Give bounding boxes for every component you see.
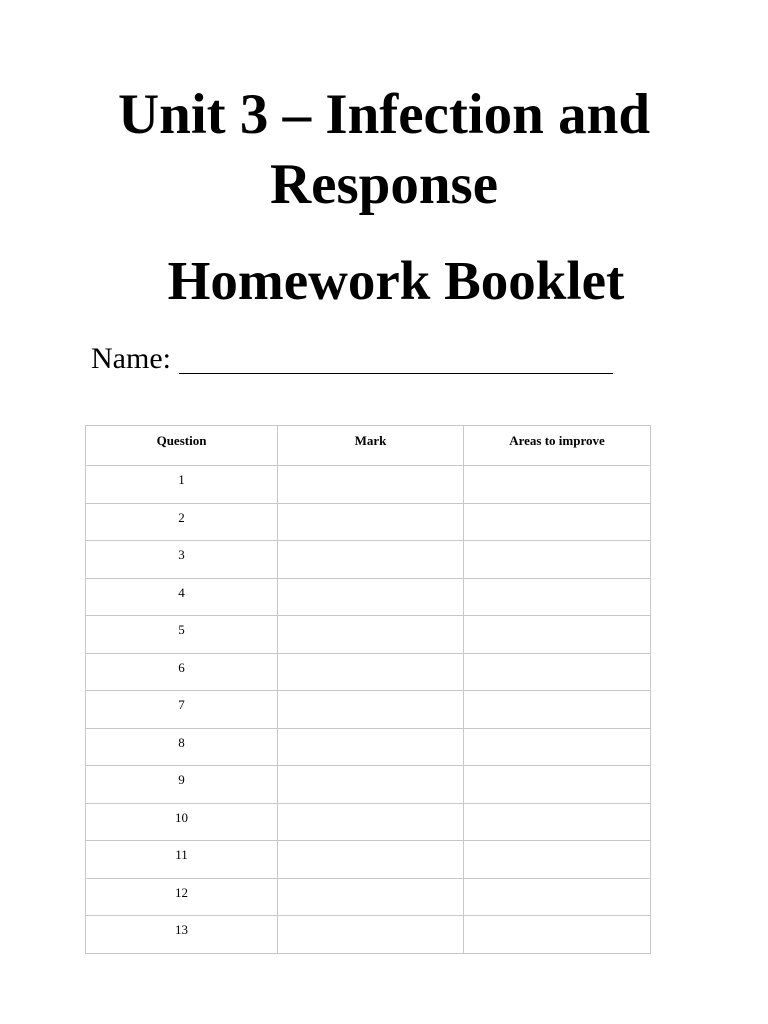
mark-cell[interactable]: [278, 616, 464, 654]
name-blank-line[interactable]: [179, 343, 613, 374]
page-title: Unit 3 – Infection and: [117, 83, 651, 146]
mark-cell[interactable]: [278, 766, 464, 804]
mark-cell[interactable]: [278, 466, 464, 504]
question-number: 4: [86, 578, 278, 616]
table-row: [86, 691, 651, 729]
mark-cell[interactable]: [278, 916, 464, 954]
question-number: 11: [86, 841, 278, 879]
areas-to-improve-cell[interactable]: [464, 841, 651, 879]
areas-to-improve-cell[interactable]: [464, 766, 651, 804]
areas-to-improve-cell[interactable]: [464, 916, 651, 954]
areas-to-improve-cell[interactable]: [464, 541, 651, 579]
table-row: [86, 803, 651, 841]
areas-to-improve-cell[interactable]: [464, 691, 651, 729]
question-number: 9: [86, 766, 278, 804]
mark-cell[interactable]: [278, 803, 464, 841]
table-row: [86, 653, 651, 691]
question-number: 2: [86, 503, 278, 541]
table-row: [86, 841, 651, 879]
name-label: Name:: [91, 342, 171, 375]
table-row: [86, 878, 651, 916]
areas-to-improve-cell[interactable]: [464, 578, 651, 616]
table-row: [86, 916, 651, 954]
mark-cell[interactable]: [278, 841, 464, 879]
mark-cell[interactable]: [278, 878, 464, 916]
mark-cell[interactable]: [278, 578, 464, 616]
question-number: 3: [86, 541, 278, 579]
mark-cell[interactable]: [278, 503, 464, 541]
table-row: [86, 541, 651, 579]
column-header-mark: Mark: [278, 426, 464, 466]
table-row: [86, 616, 651, 654]
mark-cell[interactable]: [278, 541, 464, 579]
page-subtitle: Homework Booklet: [167, 250, 625, 311]
areas-to-improve-cell[interactable]: [464, 803, 651, 841]
question-number: 13: [86, 916, 278, 954]
areas-to-improve-cell[interactable]: [464, 653, 651, 691]
areas-to-improve-cell[interactable]: [464, 728, 651, 766]
table-row: [86, 578, 651, 616]
areas-to-improve-cell[interactable]: [464, 503, 651, 541]
question-number: 5: [86, 616, 278, 654]
table-row: [86, 466, 651, 504]
page-title-continued: Response: [269, 153, 499, 216]
column-header-question: Question: [86, 426, 278, 466]
question-number: 1: [86, 466, 278, 504]
question-number: 7: [86, 691, 278, 729]
mark-cell[interactable]: [278, 653, 464, 691]
question-number: 8: [86, 728, 278, 766]
name-field-row: [91, 340, 613, 378]
table-header-row: [86, 426, 651, 466]
table-row: [86, 766, 651, 804]
areas-to-improve-cell[interactable]: [464, 466, 651, 504]
table-row: [86, 728, 651, 766]
question-number: 10: [86, 803, 278, 841]
marks-table: [85, 425, 651, 954]
question-number: 12: [86, 878, 278, 916]
table-row: [86, 503, 651, 541]
areas-to-improve-cell[interactable]: [464, 878, 651, 916]
areas-to-improve-cell[interactable]: [464, 616, 651, 654]
mark-cell[interactable]: [278, 728, 464, 766]
mark-cell[interactable]: [278, 691, 464, 729]
question-number: 6: [86, 653, 278, 691]
column-header-areas-to-improve: Areas to improve: [464, 426, 651, 466]
